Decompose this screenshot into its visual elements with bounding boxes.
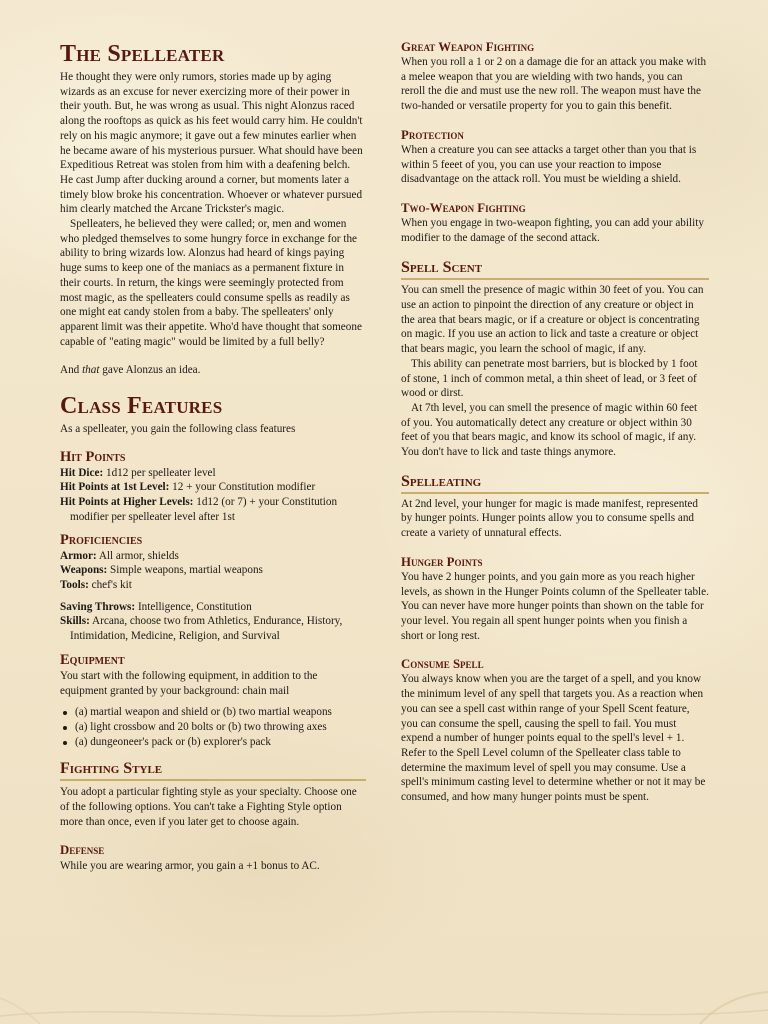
entry-label: Tools:	[60, 578, 89, 591]
intro-paragraph-1: He thought they were only rumors, stories made up by aging wizards as an excuse for never exercizing more of their power in their youth. But, he was wrong as usual. This night Alonzus raced along the rooftops as quick as his feet would carry him. He couldn't rely on his magic anymore; it gave out a few minutes earlier when he became aware of his mysterious pursuer. What should have been Expeditious Retreat was stolen from him with a deafening belch. He cast Jump after ducking around a corner, but moments later a timely blow broke his concentration. Whoever or whatever pursued him clearly matched the Arcane Trickster's magic.	[60, 71, 363, 216]
intro-paragraph-3-before: And	[60, 364, 80, 377]
bullet-icon	[63, 726, 67, 730]
skills-entry	[60, 614, 366, 643]
entry-text: 1d12 (or 7) + your Constitution modifier per spelleater level after 1st	[70, 496, 338, 523]
defense-text: While you are wearing armor, you gain a +1 bonus to AC.	[60, 860, 320, 873]
equipment-list	[60, 705, 366, 749]
equipment-intro: You start with the following equipment, in addition to the equipment granted by your background: chain mail	[60, 669, 318, 697]
hunger-points-heading: Hunger Points	[401, 554, 483, 569]
hit-points-heading: Hit Points	[60, 448, 126, 465]
right-column	[401, 40, 709, 805]
entry-text: 12 + your Constitution modifier	[172, 481, 316, 494]
intro-paragraph-2: Spelleaters, he believed they were called; or, men and women who pledged themselves to some hungry force in exchange for the ability to bring wizards low. Alonzus had heard of kings paying huge sums to keep one of the maniacs as a permanent fixture in their courts. In return, the kings were seemingly protected from most magic, as the spelleaters could consume spells as readily as one might eat candy stolen from a baby. The spelleaters' only apparent limit was their appetite. Who'd have thought that someone capable of "eating magic" would be limited by a full belly?	[60, 218, 362, 348]
list-item-text: (a) dungeoneer's pack or (b) explorer's pack	[75, 735, 271, 748]
fighting-style-heading: Fighting Style	[60, 759, 366, 781]
tools-entry	[60, 578, 366, 593]
protection-text: When a creature you can see attacks a target other than you that is within 5 feeet of you, you can use your reaction to impose disadvantage on the attack roll. You must be wielding a shield.	[401, 143, 697, 186]
entry-text: chef's kit	[91, 578, 132, 591]
list-item	[60, 705, 366, 720]
consume-spell-heading: Consume Spell	[401, 657, 484, 672]
spell-scent-heading: Spell Scent	[401, 258, 709, 280]
saving-throws-entry	[60, 600, 366, 615]
class-features-intro: As a spelleater, you gain the following class features	[60, 423, 296, 436]
spelleating-text: At 2nd level, your hunger for magic is made manifest, represented by hunger points. Hunger points allow you to consume spells and create a variety of unnatural effects.	[401, 497, 698, 540]
weapons-entry	[60, 563, 366, 578]
two-weapon-fighting-text: When you engage in two-weapon fighting, you can add your ability modifier to the damage of the second attack.	[401, 216, 704, 244]
hit-points-higher-levels-entry	[60, 495, 366, 524]
entry-label: Hit Dice:	[60, 466, 104, 479]
entry-text: 1d12 per spelleater level	[105, 466, 216, 479]
page-footer-ornament	[0, 964, 768, 1024]
entry-label: Skills:	[60, 615, 90, 628]
fighting-style-text: You adopt a particular fighting style as your specialty. Choose one of the following options. You can't take a Fighting Style option more than once, even if you later get to choose again.	[60, 786, 357, 828]
entry-label: Weapons:	[60, 564, 108, 577]
page-title: The Spelleater	[60, 41, 225, 67]
list-item-text: (a) martial weapon and shield or (b) two martial weapons	[75, 706, 332, 719]
spell-scent-paragraph-3: At 7th level, you can smell the presence of magic within 60 feet of you. You automatically detect any creature or object within 30 feet of you that bears magic, and know its school of magic, if any. You don't have to lick and taste things anymore.	[401, 401, 698, 459]
list-item	[60, 720, 366, 735]
equipment-heading: Equipment	[60, 651, 125, 668]
hit-points-1st-level-entry	[60, 480, 366, 495]
entry-label: Hit Points at 1st Level:	[60, 481, 170, 494]
great-weapon-fighting-text: When you roll a 1 or 2 on a damage die for an attack you make with a melee weapon that you are wielding with two hands, you can reroll the die and must use the new roll. The weapon must have the two-handed or versatile property for you to gain this benefit.	[401, 56, 707, 113]
bullet-icon	[63, 741, 67, 745]
spelleating-heading: Spelleating	[401, 472, 709, 494]
entry-text: All armor, shields	[98, 549, 179, 562]
entry-label: Hit Points at Higher Levels:	[60, 496, 194, 509]
intro-paragraph-3	[60, 363, 366, 378]
protection-heading: Protection	[401, 127, 464, 142]
great-weapon-fighting-heading: Great Weapon Fighting	[401, 40, 535, 54]
list-item	[60, 735, 366, 750]
hunger-points-text: You have 2 hunger points, and you gain more as you reach higher levels, as shown in the Hunger Points column of the Spelleater table. You can never have more hunger points than shown on the table for your level. You regain all spent hunger points when you finish a short or long rest.	[401, 570, 709, 642]
entry-text: Intelligence, Constitution	[137, 600, 252, 613]
intro-paragraph-3-after: gave Alonzus an idea.	[102, 364, 201, 377]
class-features-heading: Class Features	[60, 393, 223, 420]
defense-heading: Defense	[60, 843, 105, 858]
bullet-icon	[63, 711, 67, 715]
spell-scent-paragraph-2: This ability can penetrate most barriers, but is blocked by 1 foot of stone, 1 inch of common metal, a thin sheet of lead, or 3 feet of wood or dirst.	[401, 357, 698, 400]
entry-text: Simple weapons, martial weapons	[110, 564, 263, 577]
hit-dice-entry	[60, 466, 366, 481]
entry-label: Armor:	[60, 549, 97, 562]
two-weapon-fighting-heading: Two-Weapon Fighting	[401, 200, 526, 215]
consume-spell-text: You always know when you are the target of a spell, and you know the minimum level of any spell that targets you. As a reaction when you can see a spell cast within range of your Spell Scent feature, you can consume the spell, causing the spell to fail. You must expend a number of hunger points equal to the spell's level + 1. Refer to the Spell Level column of the Spelleater class table to determine the maximum level of spell you may consume. Use a spell's minimum casting level to determine whether or not it may be consumed, and how many hunger points must be spent.	[401, 673, 706, 804]
spell-scent-paragraph-1: You can smell the presence of magic within 30 feet of you. You can use an action to pinpoint the direction of any creature or object in the area that bears magic, or if a creature or object is concentrating on magic. If you use an action to lick and taste a creature or object that bears magic, you learn the school of magic, if any.	[401, 284, 704, 356]
intro-paragraph-3-emphasis: that	[82, 364, 100, 377]
entry-text: Arcana, choose two from Athletics, Endurance, History, Intimidation, Medicine, Religion, and Survival	[70, 615, 343, 643]
armor-entry	[60, 549, 366, 564]
left-column	[60, 40, 366, 874]
proficiencies-heading: Proficiencies	[60, 531, 143, 548]
list-item-text: (a) light crossbow and 20 bolts or (b) two throwing axes	[75, 720, 327, 733]
entry-label: Saving Throws:	[60, 600, 136, 613]
